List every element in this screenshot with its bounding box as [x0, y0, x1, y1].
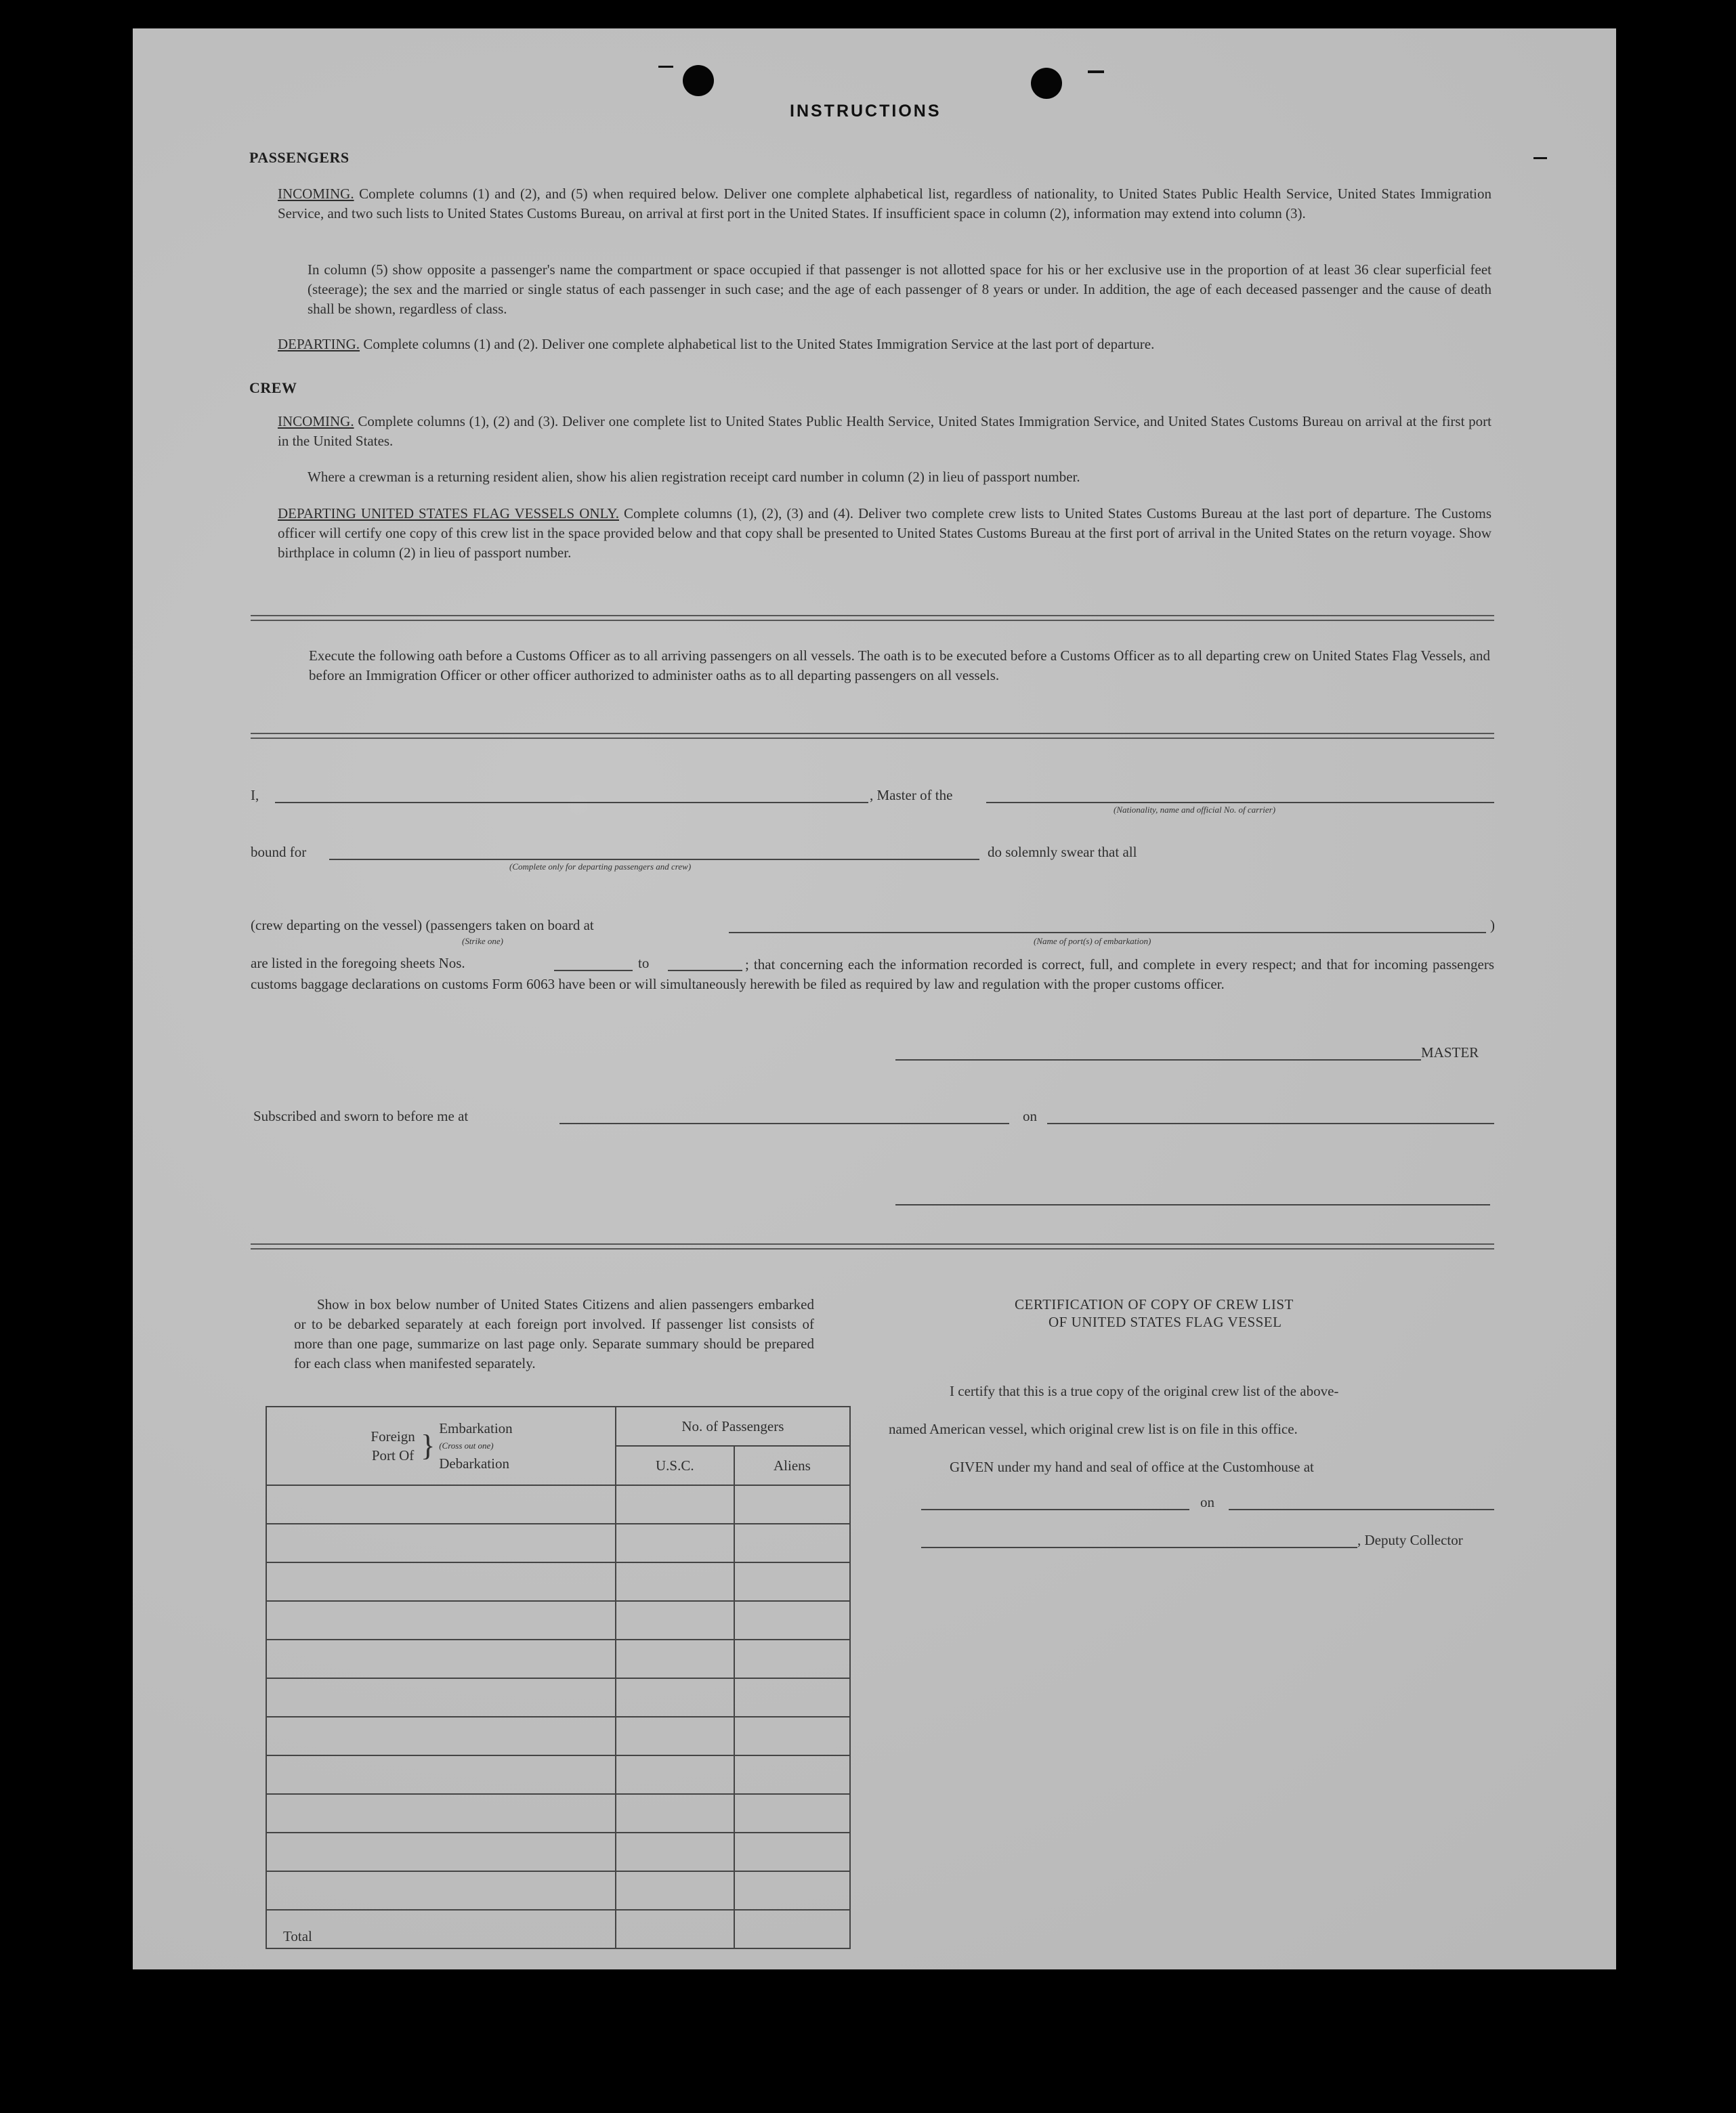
port-cell[interactable] — [266, 1833, 616, 1871]
document-sheet — [133, 28, 1616, 1969]
double-rule — [251, 733, 1494, 739]
crew-heading: CREW — [249, 379, 297, 396]
no-of-passengers-header: No. of Passengers — [616, 1407, 850, 1446]
usc-header: U.S.C. — [616, 1446, 734, 1485]
aliens-cell[interactable] — [734, 1640, 850, 1678]
swear-label: do solemnly swear that all — [988, 844, 1137, 860]
usc-cell[interactable] — [616, 1562, 734, 1601]
crew-incoming-label: INCOMING. — [278, 413, 354, 429]
ink-mark — [1088, 70, 1104, 73]
master-name-field[interactable] — [275, 802, 868, 803]
brace-glyph: } — [421, 1429, 436, 1462]
embarkation-label: Embarkation — [439, 1420, 513, 1436]
punch-hole-right — [1031, 68, 1062, 99]
crew-departing-label: DEPARTING UNITED STATES FLAG VESSELS ONLY. — [278, 505, 619, 521]
aliens-cell[interactable] — [734, 1601, 850, 1640]
certification-title-2: OF UNITED STATES FLAG VESSEL — [1049, 1314, 1282, 1330]
customhouse-field[interactable] — [921, 1509, 1189, 1510]
port-note: (Name of port(s) of embarkation) — [1034, 936, 1151, 946]
departing-label: DEPARTING. — [278, 336, 360, 352]
bound-for-field[interactable] — [329, 859, 979, 860]
to-label: to — [638, 955, 650, 971]
port-cell[interactable] — [266, 1524, 616, 1562]
listed-rest — [251, 955, 1494, 994]
carrier-field[interactable] — [986, 802, 1494, 803]
passengers-column5 — [308, 260, 1491, 319]
certify-line-2: named American vessel, which original crew list is on file in this office. — [889, 1421, 1298, 1437]
aliens-cell[interactable] — [734, 1678, 850, 1717]
subscribed-label: Subscribed and sworn to before me at — [253, 1108, 469, 1124]
foreign-port-of-label: Foreign Port Of — [371, 1428, 415, 1464]
passenger-summary-table — [266, 1406, 851, 1949]
departing-text: Complete columns (1) and (2). Deliver one complete alphabetical list to the United States Immigration Service at the last port of departure. — [363, 336, 1155, 352]
punch-hole-left — [683, 65, 714, 96]
deputy-signature-field[interactable] — [921, 1547, 1357, 1548]
sworn-place-field[interactable] — [559, 1123, 1009, 1124]
usc-cell[interactable] — [616, 1678, 734, 1717]
carrier-note: (Nationality, name and official No. of carrier) — [1114, 805, 1276, 815]
column5-text: In column (5) show opposite a passenger's name the compartment or space occupied if that passenger is not allotted space for his or her exclusive use in the proportion of at least 36 clear superficial feet (steerage); the sex and the married or single status of each passenger in such case; and the age of each passenger of 8 years or under. In addition, the age of each deceased passenger and the cause of death shall be shown, regardless of class. — [308, 261, 1491, 317]
cert-date-field[interactable] — [1229, 1509, 1494, 1510]
given-line: GIVEN under my hand and seal of office at the Customhouse at — [950, 1459, 1314, 1475]
close-paren: ) — [1490, 917, 1495, 933]
strike-note: (Strike one) — [462, 936, 504, 946]
aliens-cell[interactable] — [734, 1562, 850, 1601]
port-cell[interactable] — [266, 1755, 616, 1794]
port-cell[interactable] — [266, 1794, 616, 1833]
double-rule — [251, 615, 1494, 621]
port-cell[interactable] — [266, 1678, 616, 1717]
usc-cell[interactable] — [616, 1755, 734, 1794]
debarkation-label: Debarkation — [439, 1455, 509, 1472]
passengers-departing — [278, 335, 1491, 354]
ink-mark — [658, 66, 673, 68]
usc-cell[interactable] — [616, 1640, 734, 1678]
total-label: Total — [266, 1910, 616, 1948]
usc-cell[interactable] — [616, 1485, 734, 1524]
oath-i-label: I, — [251, 787, 259, 803]
passengers-heading: PASSENGERS — [249, 149, 350, 166]
certification-title-1: CERTIFICATION OF COPY OF CREW LIST — [1015, 1296, 1294, 1312]
listed-label: are listed in the foregoing sheets Nos. — [251, 955, 465, 971]
bound-for-label: bound for — [251, 844, 307, 860]
usc-cell[interactable] — [616, 1833, 734, 1871]
aliens-cell[interactable] — [734, 1794, 850, 1833]
page-title: INSTRUCTIONS — [790, 102, 941, 121]
crew-resident-text: Where a crewman is a returning resident alien, show his alien registration receipt card number in column (2) in lieu of passport number. — [308, 469, 1080, 485]
aliens-cell[interactable] — [734, 1871, 850, 1910]
master-signature-field[interactable] — [895, 1059, 1421, 1061]
summary-instruction — [294, 1295, 814, 1373]
oath-instruction-text: Execute the following oath before a Customs Officer as to all arriving passengers on all vessels. The oath is to be executed before a Customs Officer as to all departing crew on United States Flag Vessels, and before an Immigration Officer or other officer authorized to administer oaths as to all departing passengers on all vessels. — [309, 647, 1490, 683]
usc-cell[interactable] — [616, 1601, 734, 1640]
usc-cell[interactable] — [616, 1871, 734, 1910]
certify-line-1: I certify that this is a true copy of the original crew list of the above- — [950, 1383, 1339, 1399]
on-label: on — [1023, 1108, 1037, 1124]
port-cell[interactable] — [266, 1562, 616, 1601]
deputy-collector-label: , Deputy Collector — [1357, 1532, 1463, 1548]
port-header-cell — [266, 1407, 616, 1485]
aliens-cell[interactable] — [734, 1755, 850, 1794]
crew-incoming-text: Complete columns (1), (2) and (3). Deliver one complete list to United States Public Health Service, United States Immigration Service, and United States Customs Bureau on arrival at the first port in the United States. — [278, 413, 1492, 449]
usc-cell[interactable] — [616, 1717, 734, 1755]
bound-note: (Complete only for departing passengers and crew) — [509, 861, 692, 872]
cross-out-note: (Cross out one) — [439, 1440, 494, 1451]
double-rule — [251, 1243, 1494, 1250]
port-cell[interactable] — [266, 1601, 616, 1640]
crew-resident — [308, 467, 1491, 487]
port-cell[interactable] — [266, 1485, 616, 1524]
usc-cell[interactable] — [616, 1524, 734, 1562]
master-of-label: , Master of the — [870, 787, 953, 803]
usc-total-cell[interactable] — [616, 1910, 734, 1948]
crew-incoming — [278, 412, 1491, 451]
incoming-text: Complete columns (1) and (2), and (5) when required below. Deliver one complete alphabetical list, regardless of nationality, to United States Public Health Service, United States Immigration Service, and two such lists to United States Customs Bureau, on arrival at first port in the United States. If insufficient space in column (2), information may extend into column (3). — [278, 186, 1492, 221]
listed-rest-text: ; that concerning each the information recorded is correct, full, and complete in every respect; and that for incoming passengers customs baggage declarations on customs Form 6063 have been or will simultaneously herewith be filed as required by law and regulation with the proper customs officer. — [251, 956, 1494, 992]
aliens-cell[interactable] — [734, 1485, 850, 1524]
usc-cell[interactable] — [616, 1794, 734, 1833]
embarkation-port-field[interactable] — [729, 932, 1486, 933]
crew-passengers-label: (crew departing on the vessel) (passengers taken on board at — [251, 917, 594, 933]
aliens-cell[interactable] — [734, 1524, 850, 1562]
incoming-label: INCOMING. — [278, 186, 354, 202]
port-cell[interactable] — [266, 1717, 616, 1755]
aliens-cell[interactable] — [734, 1833, 850, 1871]
master-label: MASTER — [1421, 1044, 1479, 1061]
passengers-incoming — [278, 184, 1491, 223]
oath-instruction — [309, 646, 1490, 685]
cert-on-label: on — [1200, 1494, 1214, 1510]
crew-departing — [278, 504, 1491, 563]
officer-signature-field[interactable] — [895, 1204, 1490, 1205]
ink-mark — [1533, 157, 1547, 159]
port-cell[interactable] — [266, 1871, 616, 1910]
aliens-cell[interactable] — [734, 1717, 850, 1755]
aliens-total-cell[interactable] — [734, 1910, 850, 1948]
summary-instruction-text: Show in box below number of United States Citizens and alien passengers embarked or to be debarked separately at each foreign port involved. If passenger list consists of more than one page, summarize on last page only. Separate summary should be prepared for each class when manifested separately. — [294, 1296, 814, 1371]
port-cell[interactable] — [266, 1640, 616, 1678]
crew-departing-text: Complete columns (1), (2), (3) and (4). Deliver two complete crew lists to United States Customs Bureau at the last port of departure. The Customs officer will certify one copy of this crew list in the space provided below and that copy shall be presented to United States Customs Bureau at the first port of arrival in the United States on the return voyage. Show birthplace in column (2) in lieu of passport number. — [278, 505, 1491, 561]
aliens-header: Aliens — [734, 1446, 850, 1485]
sworn-date-field[interactable] — [1047, 1123, 1494, 1124]
